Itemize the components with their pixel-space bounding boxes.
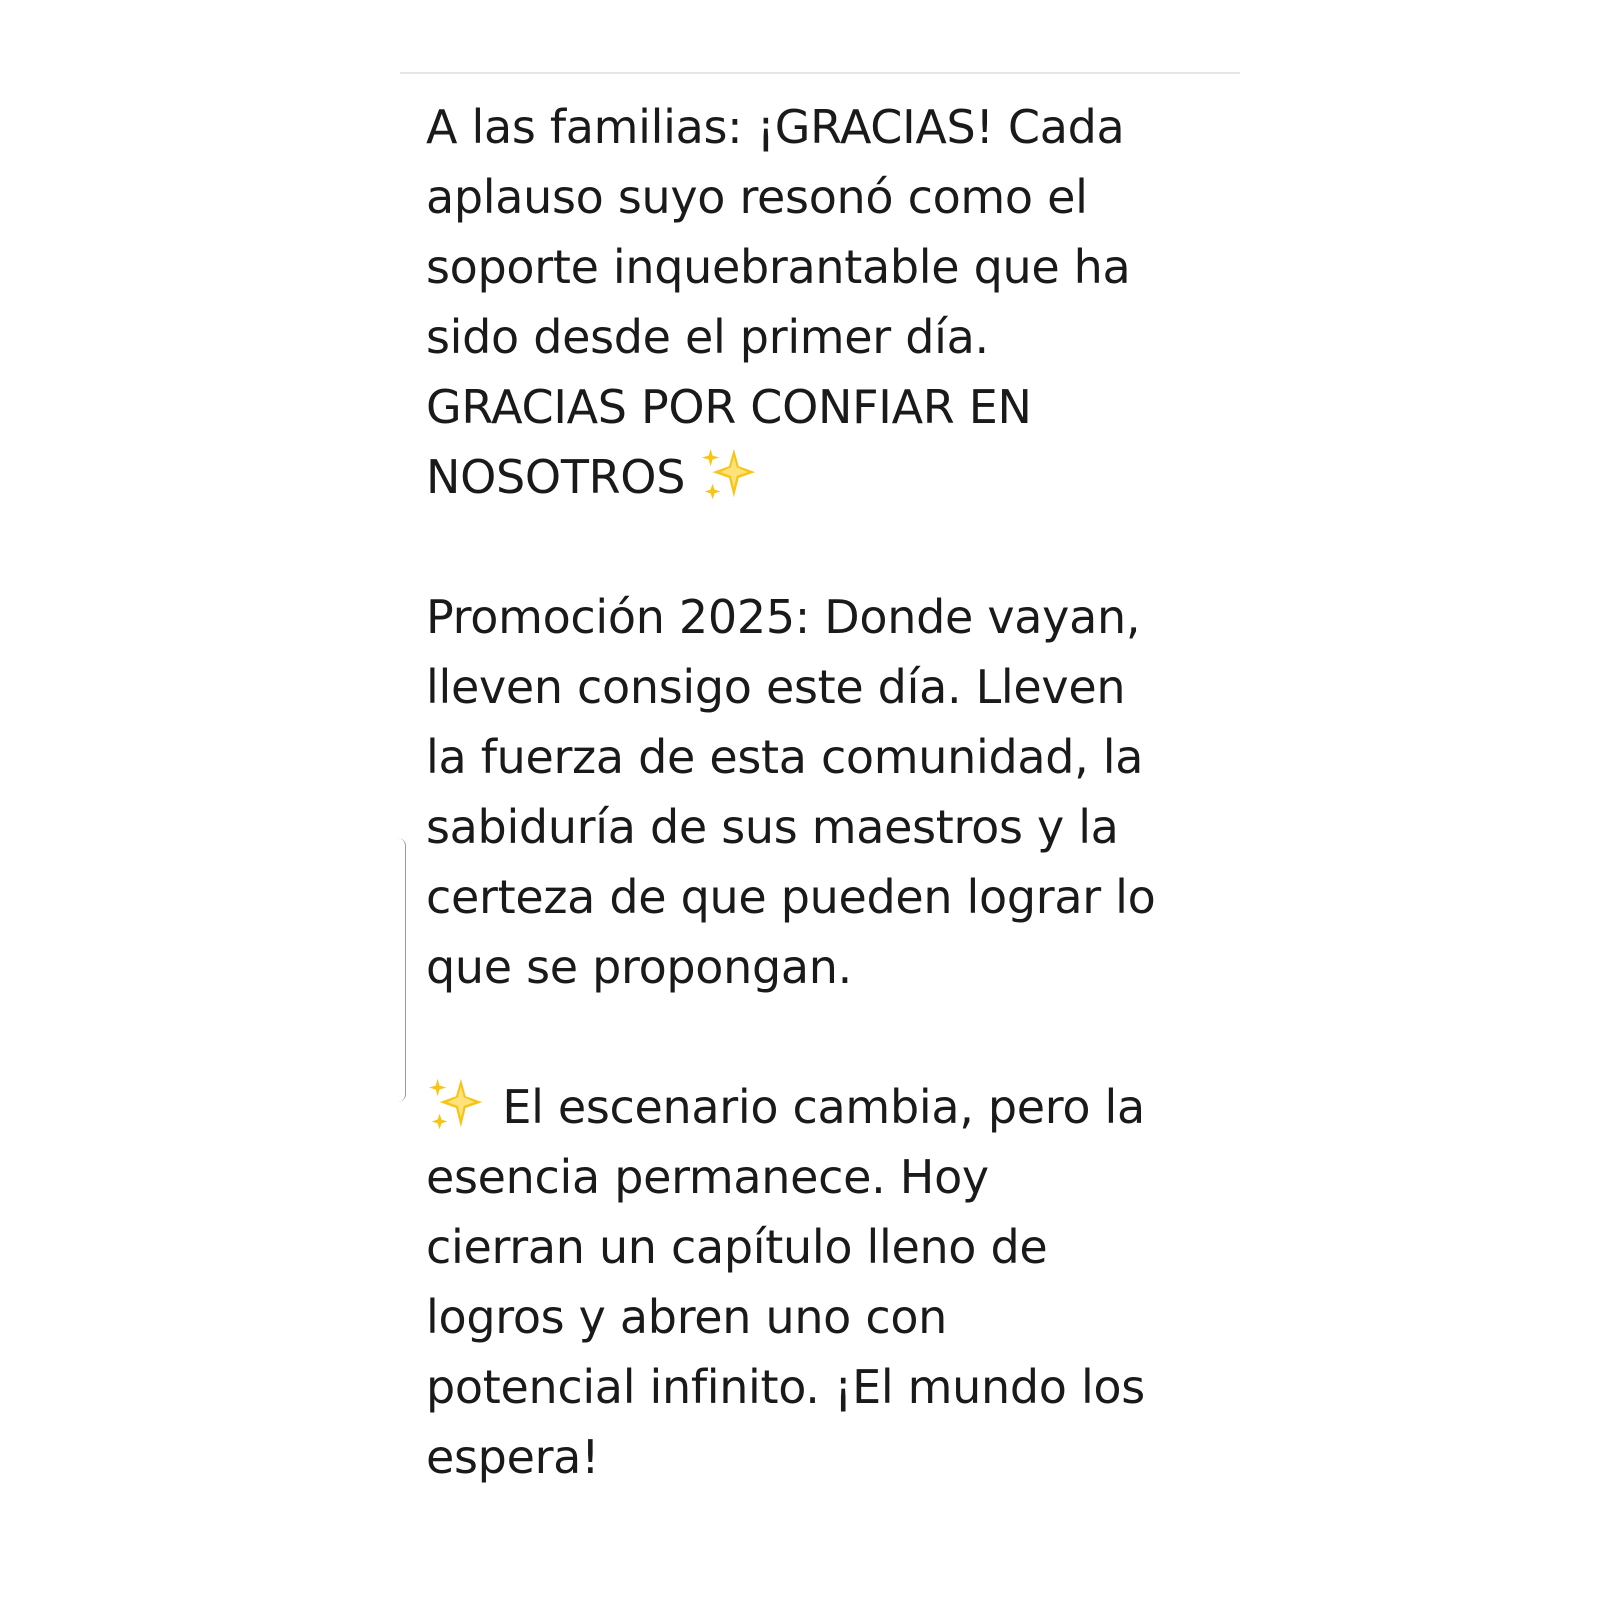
message-text — [426, 92, 1226, 1492]
text-line-with-icon — [426, 1072, 1226, 1142]
text-line: esencia permanece. Hoy — [426, 1150, 989, 1204]
text-line: soporte inquebrantable que ha — [426, 240, 1131, 294]
text-line: la fuerza de esta comunidad, la — [426, 730, 1144, 784]
scroll-indicator[interactable] — [398, 838, 406, 1102]
text-segment: El escenario cambia, pero la — [502, 1080, 1145, 1134]
text-line: sido desde el primer día. — [426, 310, 989, 364]
paragraph-spacer — [426, 512, 1226, 582]
text-line: certeza de que pueden lograr lo — [426, 870, 1156, 924]
text-line: cierran un capítulo lleno de — [426, 1220, 1048, 1274]
text-line: que se propongan. — [426, 940, 852, 994]
text-line: espera! — [426, 1430, 600, 1484]
text-line: aplauso suyo resonó como el — [426, 170, 1088, 224]
text-line: potencial infinito. ¡El mundo los — [426, 1360, 1145, 1414]
text-line: lleven consigo este día. Lleven — [426, 660, 1126, 714]
paragraph-spacer — [426, 1002, 1226, 1072]
text-line: logros y abren uno con — [426, 1290, 948, 1344]
text-line: Promoción 2025: Donde vayan, — [426, 590, 1141, 644]
text-line-with-icon — [426, 442, 1226, 512]
text-line: sabiduría de sus maestros y la — [426, 800, 1119, 854]
sparkles-icon — [426, 1073, 488, 1135]
text-line: A las familias: ¡GRACIAS! Cada — [426, 100, 1125, 154]
sparkles-icon — [699, 443, 761, 505]
text-segment: NOSOTROS — [426, 450, 686, 504]
text-line: GRACIAS POR CONFIAR EN — [426, 380, 1032, 434]
top-divider — [400, 72, 1240, 74]
